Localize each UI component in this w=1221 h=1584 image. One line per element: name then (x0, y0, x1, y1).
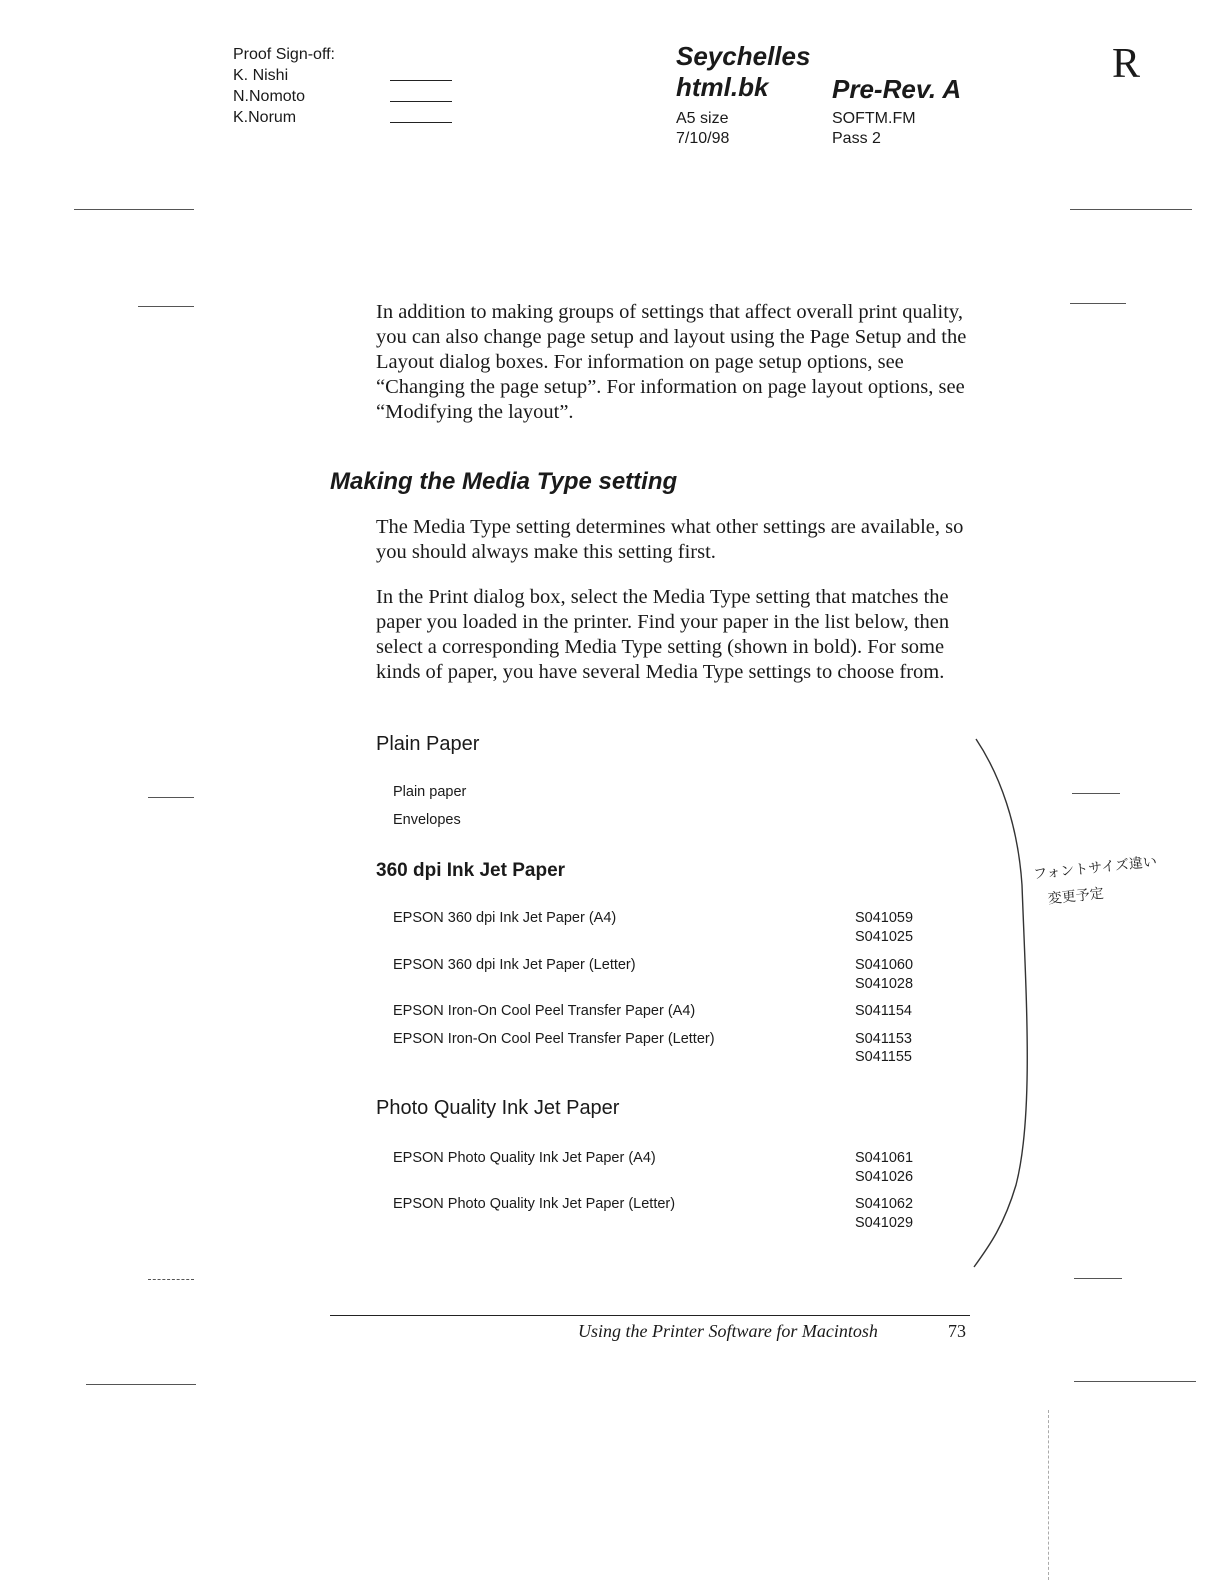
crop-mark (1070, 303, 1126, 304)
handwritten-bracket (960, 735, 1030, 1275)
media-item: EPSON Photo Quality Ink Jet Paper (A4) (393, 1150, 656, 1166)
revision-label: Pre-Rev. A (832, 74, 962, 104)
book-name: html.bk (676, 72, 769, 102)
product-code: S041028 (855, 976, 914, 992)
media-item: Plain paper (393, 784, 467, 800)
pass-label: Pass 2 (832, 130, 881, 147)
registration-mark: R (1112, 41, 1141, 87)
handwritten-note (1032, 849, 1161, 914)
crop-mark (1074, 1381, 1196, 1382)
crop-mark (138, 306, 194, 307)
product-code: S041154 (855, 1003, 912, 1019)
crop-mark (1048, 1410, 1049, 1580)
product-code: S041155 (855, 1049, 912, 1065)
product-code: S041026 (855, 1169, 914, 1185)
media-item: EPSON 360 dpi Ink Jet Paper (A4) (393, 910, 617, 926)
handwritten-note-line: フォントサイズ違い (1032, 853, 1158, 883)
signer-name: N.Nomoto (233, 88, 306, 105)
handwritten-note-line: 変更予定 (1047, 885, 1105, 908)
footer-chapter-title: Using the Printer Software for Macintosh (578, 1321, 878, 1341)
crop-mark (148, 797, 194, 798)
signature-line (390, 101, 452, 102)
media-item: EPSON Iron-On Cool Peel Transfer Paper (A4) (393, 1003, 696, 1019)
signer-name: K. Nishi (233, 67, 289, 84)
signer-name: K.Norum (233, 109, 297, 126)
crop-mark (1070, 209, 1192, 210)
section-heading: Making the Media Type setting (330, 468, 678, 495)
media-item: EPSON Photo Quality Ink Jet Paper (Letter) (393, 1196, 676, 1212)
media-category-title: Photo Quality Ink Jet Paper (376, 1097, 620, 1119)
media-category-title: Plain Paper (376, 733, 480, 755)
crop-mark (1072, 793, 1120, 794)
footer-rule (330, 1315, 970, 1316)
signature-line (390, 80, 452, 81)
signoff-label: Proof Sign-off: (233, 46, 335, 63)
crop-mark (148, 1279, 194, 1280)
media-category-title: 360 dpi Ink Jet Paper (376, 860, 566, 881)
crop-mark (86, 1384, 196, 1385)
media-item: Envelopes (393, 812, 461, 828)
product-code: S041025 (855, 929, 914, 945)
product-code: S041059 (855, 910, 914, 926)
page-number: 73 (948, 1321, 966, 1341)
product-code: S041153 (855, 1031, 912, 1047)
intro-paragraph: In addition to making groups of settings that affect overall print quality, you can also change page setup and layout using the Page Setup and the Layout dialog boxes. For information on page setup options, see “Changing the page setup”. For information on page layout options, see “Modifying the layout”. (376, 301, 967, 423)
media-item: EPSON Iron-On Cool Peel Transfer Paper (Letter) (393, 1031, 715, 1047)
proof-signoff (233, 44, 335, 128)
project-name: Seychelles (676, 41, 811, 71)
crop-mark (1074, 1278, 1122, 1279)
product-code: S041029 (855, 1215, 914, 1231)
size-label: A5 size (676, 110, 729, 127)
signature-line (390, 122, 452, 123)
body-paragraph: The Media Type setting determines what other settings are available, so you should always make this setting first. (376, 516, 964, 563)
date-label: 7/10/98 (676, 130, 730, 147)
product-code: S041062 (855, 1196, 914, 1212)
media-item: EPSON 360 dpi Ink Jet Paper (Letter) (393, 957, 636, 973)
product-code: S041060 (855, 957, 914, 973)
product-code: S041061 (855, 1150, 914, 1166)
crop-mark (74, 209, 194, 210)
file-label: SOFTM.FM (832, 110, 916, 127)
body-paragraph: In the Print dialog box, select the Media Type setting that matches the paper you loaded in the printer. Find your paper in the list below, then select a corresponding Media Type setting (shown in bold). For some kinds of paper, you have several Media Type settings to choose from. (376, 586, 950, 683)
